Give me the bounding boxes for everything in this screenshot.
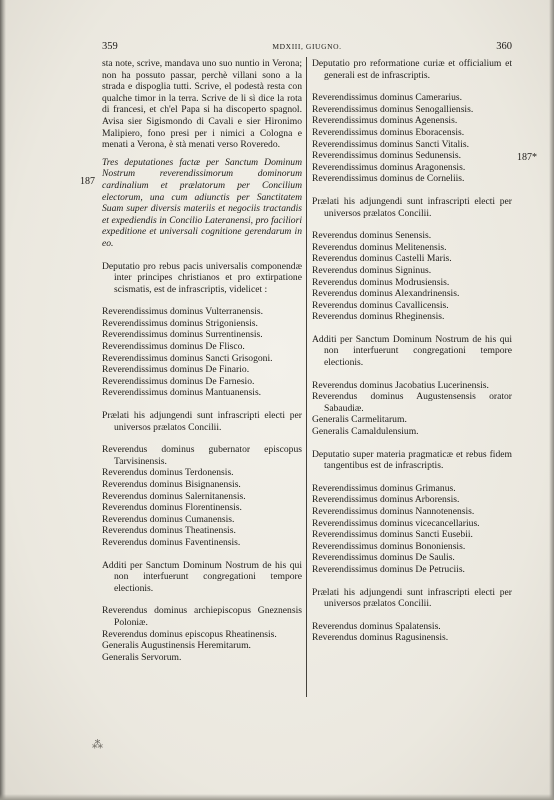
list-item: Reverendus dominus Terdonensis. bbox=[102, 467, 234, 479]
page-edge-shadow bbox=[549, 0, 554, 800]
list-item: Reverendus dominus Modrusiensis. bbox=[312, 276, 450, 288]
list-item: Reverendissimus dominus Sedunensis. bbox=[312, 150, 461, 162]
cardinals-list bbox=[102, 306, 302, 399]
additi-list bbox=[102, 629, 302, 664]
prelates-first-entry: Reverendus dominus gubernator episcopus Tarvisinensis. bbox=[102, 444, 302, 467]
cardinals-list-reformatione bbox=[312, 92, 512, 185]
list-item: Generalis Augustinensis Heremitarum. bbox=[102, 640, 251, 652]
list-item: Reverendissimus dominus Agenensis. bbox=[312, 115, 458, 127]
list-item: Reverendus dominus Senensis. bbox=[312, 230, 432, 242]
left-column bbox=[102, 58, 302, 663]
list-item: Reverendus dominus Rheginensis. bbox=[312, 311, 445, 323]
list-item: Generalis Carmelitarum. bbox=[312, 414, 407, 426]
prelates-list-reformatione bbox=[312, 230, 512, 323]
list-item: Reverendissimus dominus vicecancellarius. bbox=[312, 517, 480, 529]
list-item: Reverendissimus dominus De Flisco. bbox=[102, 341, 245, 353]
running-head bbox=[102, 41, 512, 55]
prelati-note: Prælati his adjungendi sunt infrascripti electi per universos prælatos Concilii. bbox=[312, 586, 512, 610]
page-binding-shadow bbox=[0, 0, 6, 800]
list-item: Reverendus dominus Ragusinensis. bbox=[312, 632, 449, 644]
additi-paragraph: Additi per Sanctum Dominum Nostrum de his qui non interfuerunt congregationi tempore electionis. bbox=[312, 333, 512, 369]
list-item: Reverendus dominus Bisignanensis. bbox=[102, 479, 241, 490]
deputatio-pragmaticae: Deputatio super materia pragmaticæ et rebus fidem tangentibus est de infrascriptis. bbox=[312, 448, 512, 472]
list-item: Reverendissimus dominus Arborensis. bbox=[312, 494, 460, 506]
list-item: Reverendus dominus Theatinensis. bbox=[102, 525, 236, 537]
list-item: Generalis Servorum. bbox=[102, 651, 182, 663]
list-item: Reverendus dominus Florentinensis. bbox=[102, 502, 242, 514]
list-item: Reverendus dominus Alexandrinensis. bbox=[312, 288, 460, 300]
list-item: Reverendissimus dominus Eboracensis. bbox=[312, 126, 465, 138]
cardinals-list-pragmaticae bbox=[312, 483, 512, 576]
list-item: Reverendissimus dominus Strigoniensis. bbox=[102, 317, 258, 329]
page-number-right: 360 bbox=[496, 41, 512, 52]
deputatio-paragraph: Deputatio pro rebus pacis universalis componendæ inter principes christianos et pro extirpatione scismatis, est de infrascriptis, videlicet : bbox=[102, 260, 302, 295]
list-item: Reverendissimus dominus Vulterranensis. bbox=[102, 306, 263, 318]
list-item: Reverendus dominus Signinus. bbox=[312, 264, 432, 276]
prelates-list bbox=[102, 467, 302, 548]
running-title: MDXIII, GIUGNO. bbox=[272, 42, 342, 51]
list-item: Reverendissimus dominus Sancti Eusebii. bbox=[312, 529, 473, 541]
list-item: Reverendissimus dominus Surrentinensis. bbox=[102, 329, 263, 341]
list-item: Reverendissimus dominus Camerarius. bbox=[312, 92, 463, 104]
ink-smudge-mark: ⁂ bbox=[92, 739, 103, 751]
list-item: Reverendissimus dominus Grimanus. bbox=[312, 482, 456, 494]
additi-first-entry: Reverendus dominus Jacobatius Lucerinensis. bbox=[312, 379, 489, 391]
list-item: Reverendus dominus Faventinensis. bbox=[102, 536, 241, 548]
list-item: Reverendissimus dominus Sancti Grisogoni. bbox=[102, 352, 273, 364]
section-heading: Tres deputationes factæ per Sanctum Dominum Nostrum reverendissimorum dominorum cardinalium et prælatorum per Concilium electorum, una cum adiunctis per Sanctitatem Suam super diversis materiis et negociis tractandis et expediendis in Concilio Lateranensi, pro faciliori expeditione et universali cognitione gerendarum in eo. bbox=[102, 156, 302, 249]
list-item: Reverendus dominus Cumanensis. bbox=[102, 513, 235, 525]
additi-first-entry: Reverendus dominus archiepiscopus Gneznensis Poloniæ. bbox=[102, 605, 302, 628]
prelati-note: Prælati his adjungendi sunt infrascripti electi per universos prælatos Concilii. bbox=[312, 195, 512, 219]
list-item: Reverendissimus dominus Bononiensis. bbox=[312, 540, 466, 552]
margin-number-right: 187* bbox=[517, 152, 537, 163]
list-item: Reverendissimus dominus Aragonensis. bbox=[312, 161, 466, 173]
list-item: Reverendissimus dominus Mantuanensis. bbox=[102, 387, 262, 399]
list-item: Reverendus dominus Castelli Maris. bbox=[312, 253, 452, 265]
list-item: Reverendus dominus episcopus Rheatinensis. bbox=[102, 628, 277, 640]
margin-number-left: 187 bbox=[80, 176, 95, 187]
additi-list bbox=[312, 414, 512, 437]
list-item: Reverendissimus dominus De Farnesio. bbox=[102, 375, 255, 387]
list-item: Reverendissimus dominus de Corneliis. bbox=[312, 173, 465, 185]
list-item: Reverendissimus dominus De Petruciis. bbox=[312, 563, 465, 575]
column-divider bbox=[306, 57, 307, 697]
prelates-list-pragmaticae bbox=[312, 621, 512, 644]
deputatio-reformatione: Deputatio pro reformatione curiæ et officialium et generali est de infrascriptis. bbox=[312, 58, 512, 81]
list-item: Reverendissimus dominus Nannotenensis. bbox=[312, 506, 475, 517]
additi-paragraph: Additi per Sanctum Dominum Nostrum de his qui non interfuerunt congregationi tempore electionis. bbox=[102, 559, 302, 594]
list-item: Generalis Camaldulensium. bbox=[312, 426, 419, 438]
right-column bbox=[312, 58, 512, 644]
list-item: Reverendissimus dominus De Finario. bbox=[102, 364, 250, 376]
list-item: Reverendus dominus Cavallicensis. bbox=[312, 299, 449, 311]
page-bottom-shadow bbox=[0, 794, 554, 800]
intro-paragraph: sta note, scrive, mandava uno suo nuntio in Verona; non ha possuto passar, perchè villani sono a la strada e dispoglia tutti. Scrive, el podestà resta con qualche timor in la terra. Scrive de li sì dice la rota di francesi, et ch'el Papa si ha discoperto spagnol. Avisa sier Sigismondo di Cavali e sier Hironimo Malipiero, fono presi per i nimici a Cologna e menati a Verona, è stà menati verso Roveredo. bbox=[102, 58, 302, 151]
additi-second-entry: Reverendus dominus Augustensensis orator Sabaudiæ. bbox=[312, 391, 512, 414]
list-item: Reverendissimus dominus Senogalliensis. bbox=[312, 103, 474, 115]
page-number-left: 359 bbox=[102, 41, 118, 52]
list-item: Reverendus dominus Melitenensis. bbox=[312, 241, 447, 253]
list-item: Reverendus dominus Salernitanensis. bbox=[102, 490, 246, 502]
list-item: Reverendissimus dominus Sancti Vitalis. bbox=[312, 138, 470, 150]
prelati-note: Prælati his adjungendi sunt infrascripti electi per universos prælatos Concilii. bbox=[102, 410, 302, 433]
list-item: Reverendus dominus Spalatensis. bbox=[312, 620, 441, 632]
list-item: Reverendissimus dominus De Saulis. bbox=[312, 552, 455, 564]
